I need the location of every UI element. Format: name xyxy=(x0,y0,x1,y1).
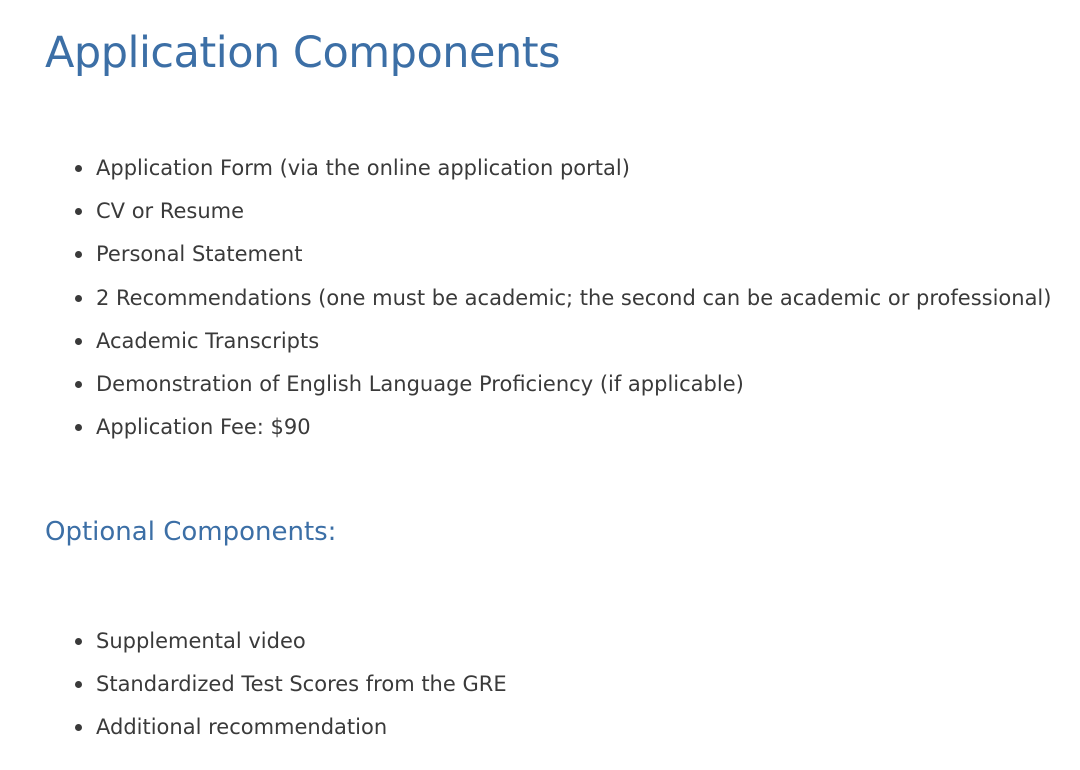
list-item xyxy=(45,278,1051,321)
required-components-list xyxy=(45,148,1051,450)
list-item xyxy=(45,191,1051,234)
bullet-icon xyxy=(75,338,82,345)
bullet-icon xyxy=(75,724,82,731)
list-item-text: CV or Resume xyxy=(96,199,245,224)
list-item xyxy=(45,707,507,750)
list-item-text: Demonstration of English Language Proficiency (if applicable) xyxy=(96,371,744,396)
bullet-icon xyxy=(75,424,82,431)
bullet-icon xyxy=(75,681,82,688)
list-item-text: Application Form (via the online application portal) xyxy=(96,156,630,180)
list-item-text: Additional recommendation xyxy=(96,715,388,740)
list-item xyxy=(45,148,1051,191)
list-item-text: Application Fee: $90 xyxy=(96,415,311,440)
list-item-text: Academic Transcripts xyxy=(96,328,320,353)
list-item-text: Personal Statement xyxy=(96,242,303,267)
optional-components-heading: Optional Components: xyxy=(45,517,337,547)
bullet-icon xyxy=(75,638,82,645)
page-title: Application Components xyxy=(45,28,560,78)
bullet-icon xyxy=(75,208,82,215)
list-item-text: Supplemental video xyxy=(96,629,306,653)
list-item-text: Standardized Test Scores from the GRE xyxy=(96,672,507,697)
list-item-text: 2 Recommendations (one must be academic; the second can be academic or professional) xyxy=(96,285,1052,310)
list-item xyxy=(45,364,1051,407)
bullet-icon xyxy=(75,295,82,302)
list-item xyxy=(45,664,507,707)
bullet-icon xyxy=(75,165,82,172)
list-item xyxy=(45,321,1051,364)
list-item xyxy=(45,621,507,664)
bullet-icon xyxy=(75,381,82,388)
optional-components-list xyxy=(45,621,507,751)
bullet-icon xyxy=(75,251,82,258)
list-item xyxy=(45,407,1051,450)
list-item xyxy=(45,234,1051,277)
